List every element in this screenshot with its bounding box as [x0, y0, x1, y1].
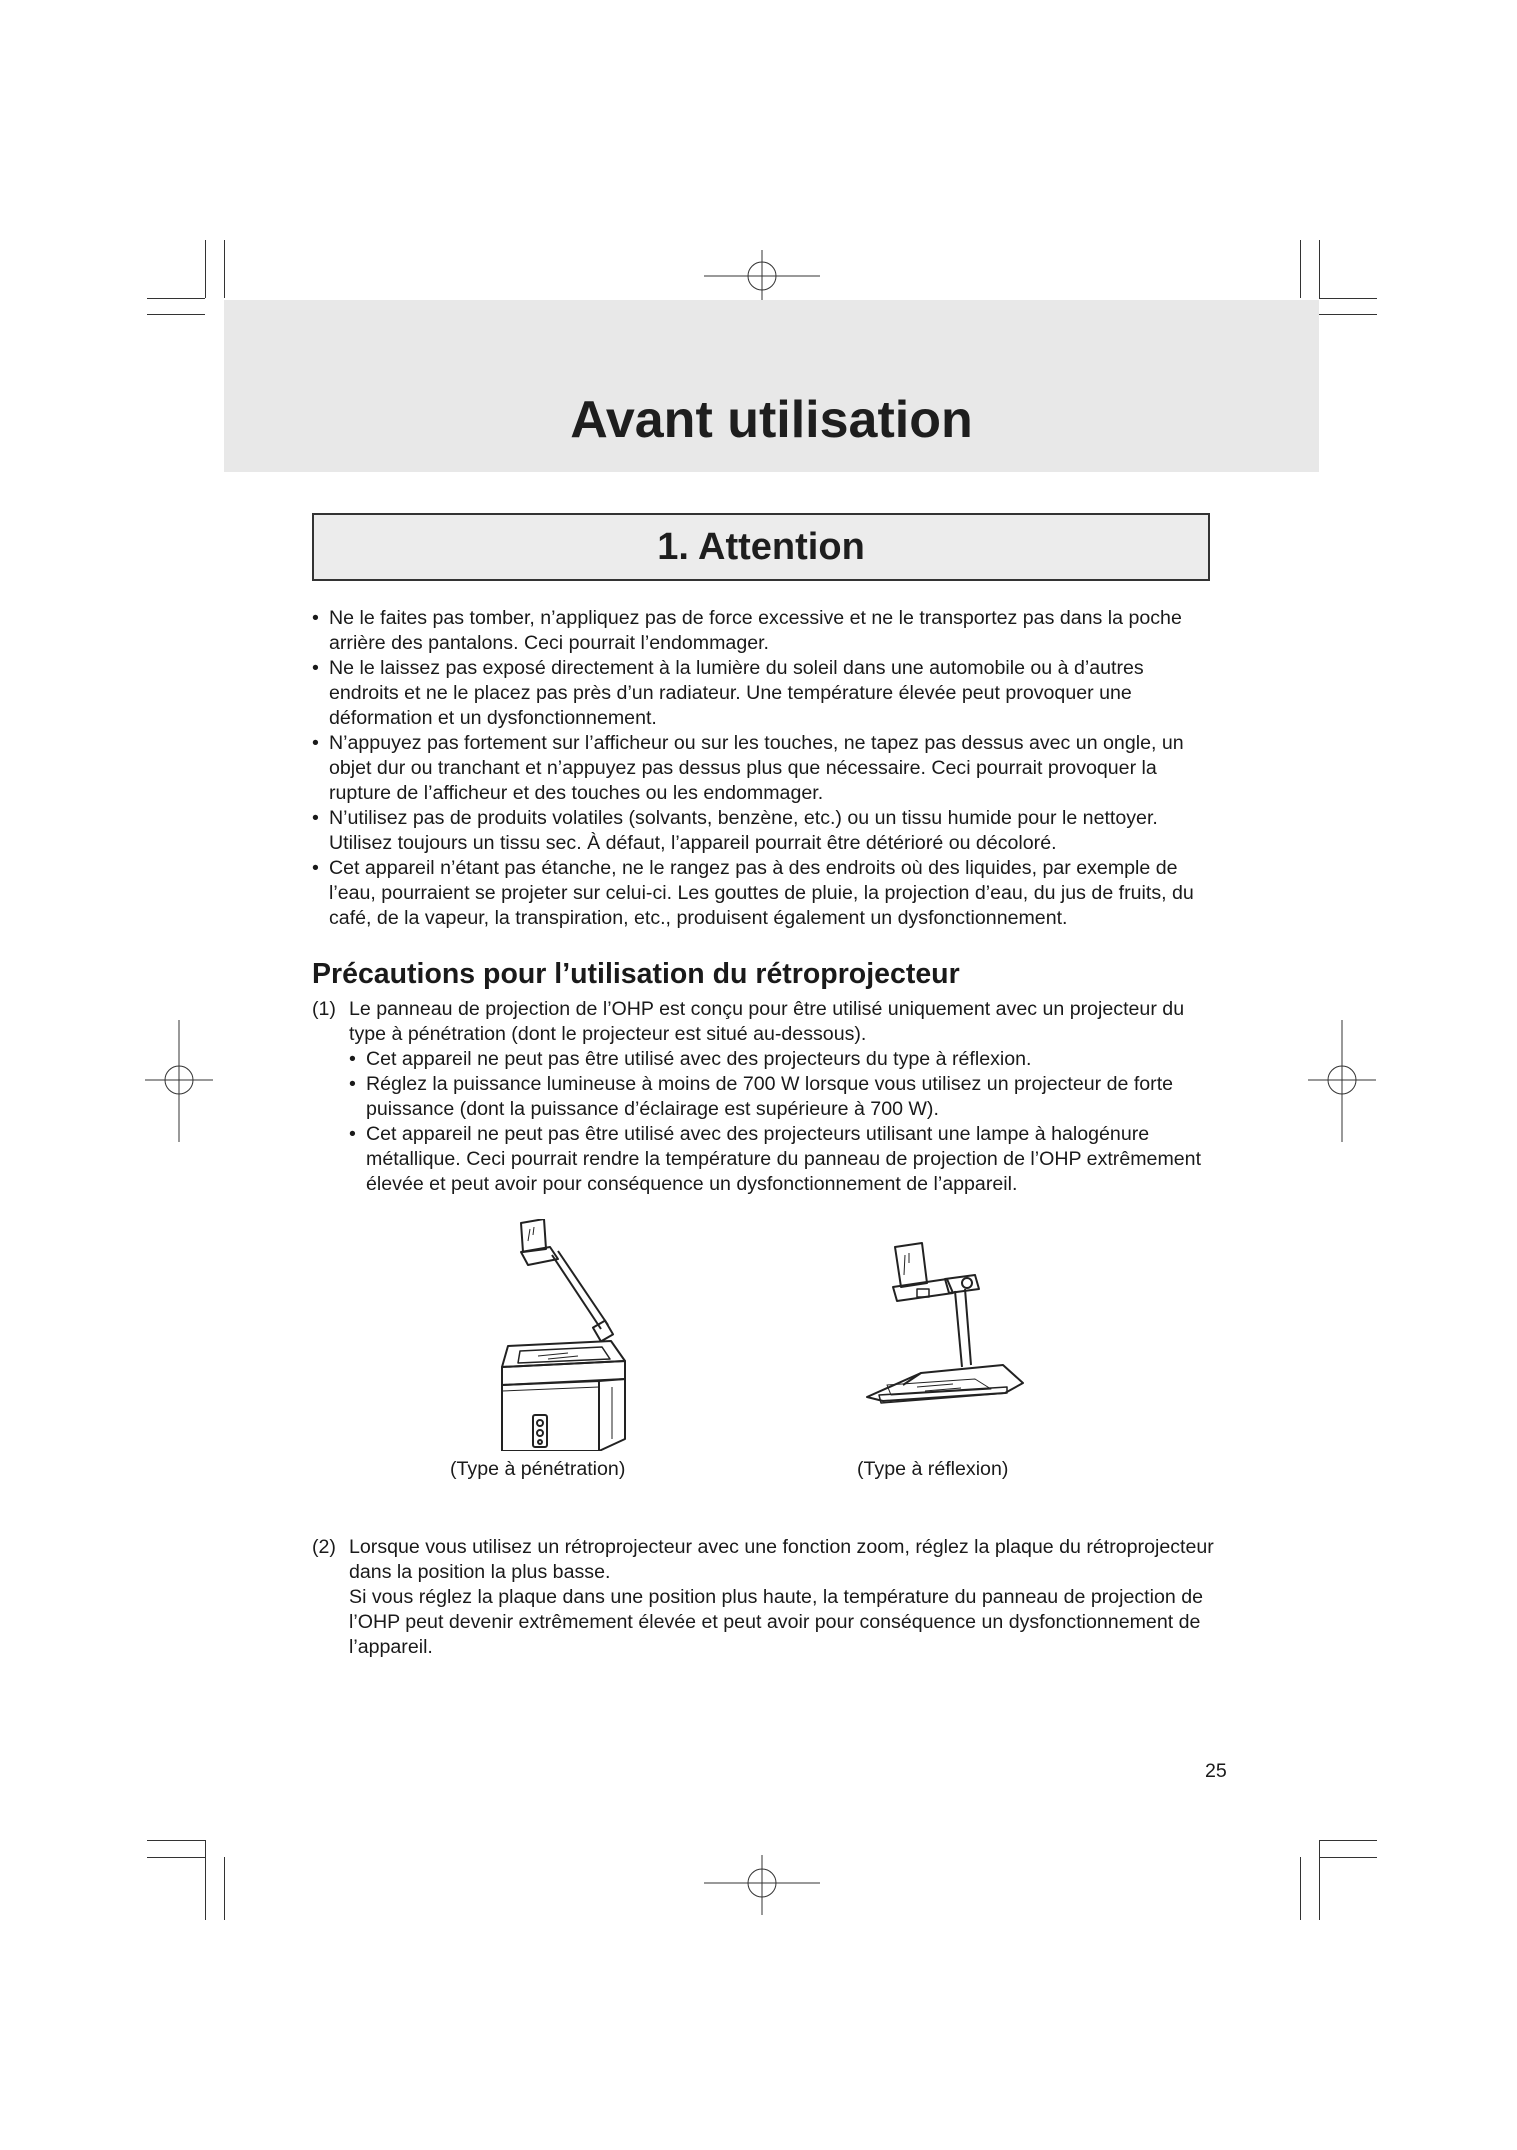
penetration-projector-illustration [478, 1219, 638, 1451]
figure-penetration [450, 1219, 638, 1480]
registration-mark-top [700, 250, 824, 300]
projector-figures [312, 1219, 1217, 1519]
figure-caption: (Type à réflexion) [857, 1458, 1009, 1480]
sub-bullet: • Cet appareil ne peut pas être utilisé avec des projecteurs utilisant une lampe à halogénure métallique. Ceci pourrait rendre la température du panneau de projection de l’OHP extrêmement élevée et peut avoir pour conséquence un dysfonctionnement de l’appareil. [349, 1122, 1217, 1197]
item-number: (1) [312, 998, 336, 1020]
section-header-box [312, 513, 1210, 581]
figure-reflexion [857, 1219, 1027, 1480]
attention-list [312, 606, 1217, 931]
page-title: Avant utilisation [570, 391, 973, 449]
precaution-item-2 [312, 1535, 1217, 1660]
item-text: Si vous réglez la plaque dans une position plus haute, la température du panneau de projection de l’OHP peut devenir extrêmement élevée et peut avoir pour conséquence un dysfonctionnement de l’appareil. [349, 1586, 1204, 1658]
figure-caption: (Type à pénétration) [450, 1458, 626, 1480]
attention-item: • Cet appareil n’étant pas étanche, ne le rangez pas à des endroits où des liquides, par exemple de l’eau, pourraient se projeter sur celui-ci. Les gouttes de pluie, la projection d’eau, du jus de fruits, du café, de la vapeur, la transpiration, etc., produisent également un dysfonctionnement. [312, 856, 1217, 931]
section-title: 1. Attention [657, 526, 865, 568]
item-text: Lorsque vous utilisez un rétroprojecteur avec une fonction zoom, réglez la plaque du rétroprojecteur dans la position la plus basse. [349, 1536, 1214, 1583]
page-number: 25 [1205, 1760, 1227, 1782]
sub-bullet: • Réglez la puissance lumineuse à moins de 700 W lorsque vous utilisez un projecteur de forte puissance (dont la puissance d’éclairage est supérieure à 700 W). [349, 1072, 1217, 1122]
item-text: Le panneau de projection de l’OHP est conçu pour être utilisé uniquement avec un projecteur du type à pénétration (dont le projecteur est situé au-dessous). [349, 998, 1185, 1045]
reflection-projector-illustration [857, 1219, 1027, 1439]
registration-mark-bottom [700, 1855, 824, 1915]
title-band [224, 300, 1319, 472]
attention-item: • Ne le laissez pas exposé directement à la lumière du soleil dans une automobile ou à d’autres endroits et ne le placez pas près d’un radiateur. Une température élevée peut provoquer une déformation et un dysfonctionnement. [312, 656, 1217, 731]
main-content [312, 606, 1217, 1660]
sub-bullet: • Cet appareil ne peut pas être utilisé avec des projecteurs du type à réflexion. [349, 1047, 1217, 1072]
precautions-heading: Précautions pour l’utilisation du rétroprojecteur [312, 958, 960, 990]
precaution-sub-list [349, 1047, 1217, 1197]
registration-mark-right [1308, 1020, 1376, 1142]
registration-mark-left [145, 1020, 213, 1142]
precaution-item-1 [312, 997, 1217, 1197]
attention-item: • N’utilisez pas de produits volatiles (solvants, benzène, etc.) ou un tissu humide pour le nettoyer. Utilisez toujours un tissu sec. À défaut, l’appareil pourrait être détérioré ou décoloré. [312, 806, 1217, 856]
item-number: (2) [312, 1536, 336, 1558]
attention-item: • Ne le faites pas tomber, n’appliquez pas de force excessive et ne le transportez pas dans la poche arrière des pantalons. Ceci pourrait l’endommager. [312, 606, 1217, 656]
attention-item: • N’appuyez pas fortement sur l’afficheur ou sur les touches, ne tapez pas dessus avec un ongle, un objet dur ou tranchant et n’appuyez pas dessus plus que nécessaire. Ceci pourrait provoquer la rupture de l’afficheur et des touches ou les endommager. [312, 731, 1217, 806]
